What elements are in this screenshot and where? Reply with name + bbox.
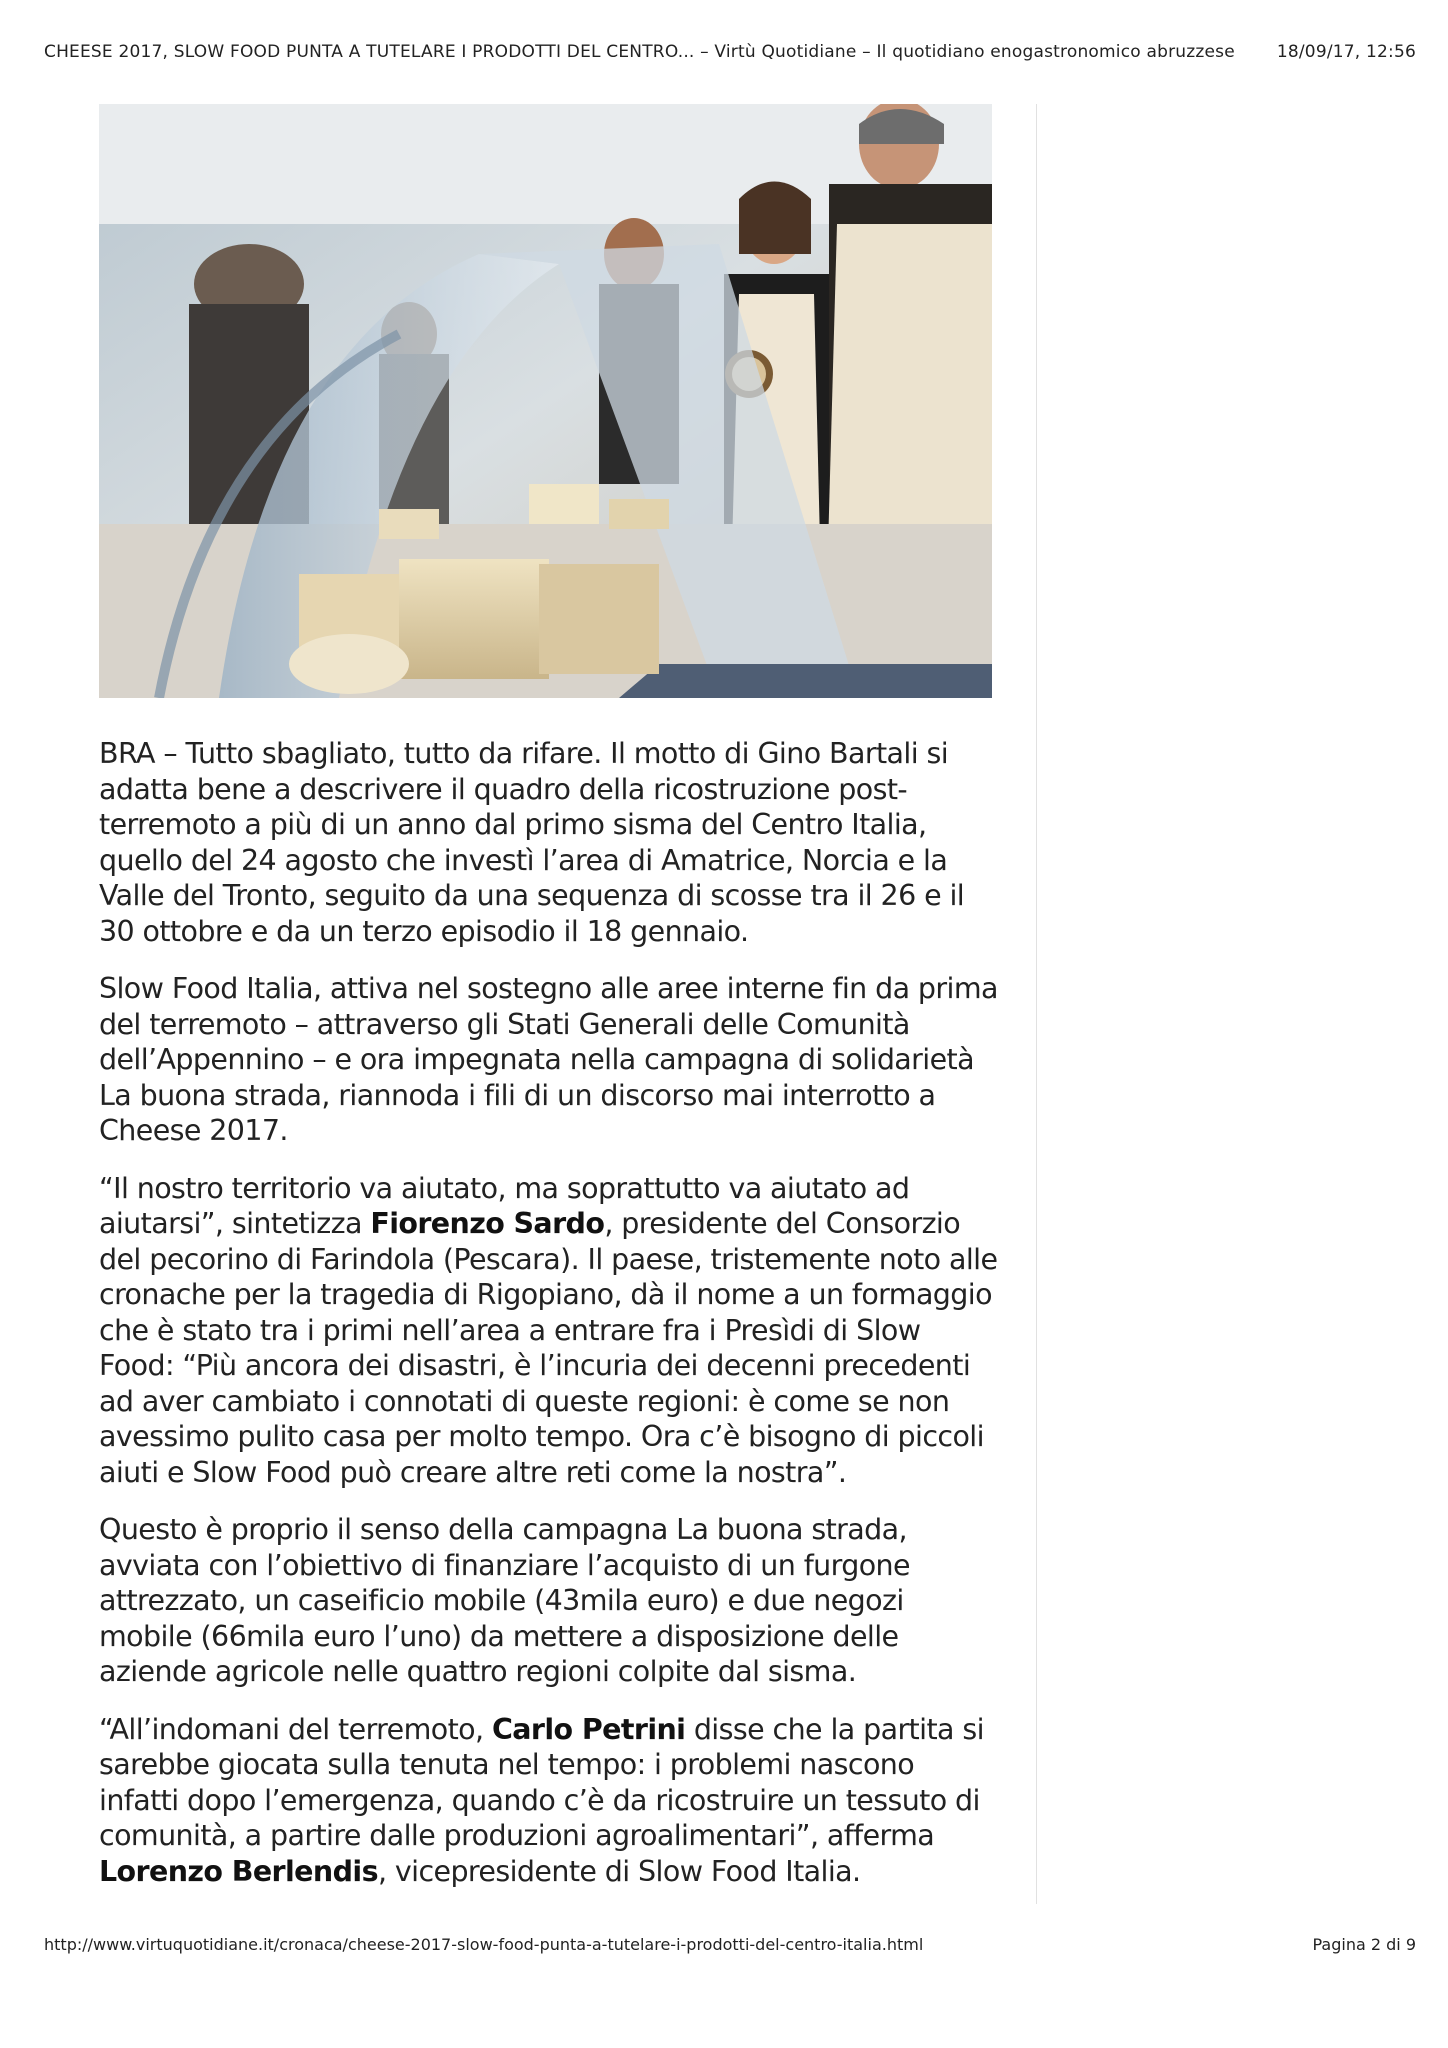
article-photo: [99, 104, 992, 698]
page-url: http://www.virtuquotidiane.it/cronaca/cheese-2017-slow-food-punta-a-tutelare-i-prodotti-del-centro-italia.html: [44, 1934, 924, 1954]
person-name-berlendis: Lorenzo Berlendis: [99, 1854, 378, 1888]
person-name-sardo: Fiorenzo Sardo: [370, 1207, 605, 1240]
sidebar-divider: [1036, 104, 1037, 1904]
article-paragraph-2: Slow Food Italia, attiva nel sostegno alle aree interne fin da prima del terremoto – attraverso gli Stati Generali delle Comunità dell’Appennino – e ora impegnata nella campagna di solidarietà La buona strada, riannoda i fili di un discorso mai interrotto a Cheese 2017.: [99, 972, 998, 1147]
paragraph-text: , vicepresidente di Slow Food Italia.: [377, 1854, 861, 1888]
print-header: [44, 38, 1416, 66]
paragraph-text: “All’indomani del terremoto,: [99, 1712, 492, 1746]
paragraph-text: disse che la partita si sarebbe giocata sulla tenuta nel tempo: i problemi nascono infatti dopo l’emergenza, quando c’è da ricostruire un tessuto di comunità, a partire dalle produzioni agroalimentari”, afferma: [99, 1712, 984, 1852]
paragraph-text: “Il nostro territorio va aiutato, ma soprattutto va aiutato ad aiutarsi”, sintetizza: [99, 1171, 910, 1240]
print-footer: [44, 1930, 1416, 1958]
print-datetime: 18/09/17, 12:56: [1276, 42, 1416, 62]
article-paragraph-5: [99, 1712, 999, 1890]
page-title: CHEESE 2017, SLOW FOOD PUNTA A TUTELARE I PRODOTTI DEL CENTRO... – Virtù Quotidiane – Il quotidiano enogastronomico abruzzese: [44, 42, 1235, 62]
page-number: Pagina 2 di 9: [1312, 1934, 1416, 1954]
article-paragraph-3: [99, 1171, 999, 1491]
person-name-petrini: Carlo Petrini: [491, 1712, 686, 1746]
article-body: [99, 736, 999, 1911]
article-paragraph-4: Questo è proprio il senso della campagna La buona strada, avviata con l’obiettivo di finanziare l’acquisto di un furgone attrezzato, un caseificio mobile (43mila euro) e due negozi mobile (66mila euro l’uno) da mettere a disposizione delle aziende agricole nelle quattro regioni colpite dal sisma.: [99, 1513, 910, 1688]
paragraph-text: , presidente del Consorzio del pecorino di Farindola (Pescara). Il paese, tristemente noto alle cronache per la tragedia di Rigopiano, dà il nome a un formaggio che è stato tra i primi nell’area a entrare fra i Presìdi di Slow Food: “Più ancora dei disastri, è l’incuria dei decenni precedenti ad aver cambiato i connotati di queste regioni: è come se non avessimo pulito casa per molto tempo. Ora c’è bisogno di piccoli aiuti e Slow Food può creare altre reti come la nostra”.: [99, 1207, 998, 1489]
article-paragraph-1: BRA – Tutto sbagliato, tutto da rifare. Il motto di Gino Bartali si adatta bene a descrivere il quadro della ricostruzione post-terremoto a più di un anno dal primo sisma del Centro Italia, quello del 24 agosto che investì l’area di Amatrice, Norcia e la Valle del Tronto, seguito da una sequenza di scosse tra il 26 e il 30 ottobre e da un terzo episodio il 18 gennaio.: [99, 737, 965, 948]
